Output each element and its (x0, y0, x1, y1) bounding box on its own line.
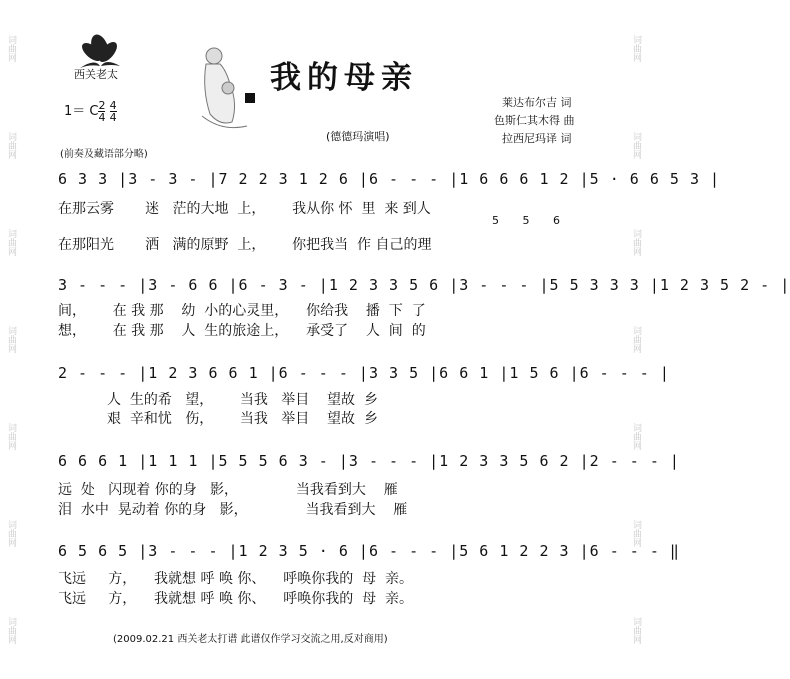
notation-row-2: 3 - - - |3 - 6 6 |6 - 3 - |1 2 3 3 5 6 |3 - - - |5 5 3 3 3 |1 2 3 5 2 - | (58, 276, 790, 294)
performer-credit: (德德玛演唱) (326, 130, 390, 143)
logo-caption: 西关老太 (74, 68, 118, 81)
key-prefix: 1＝ C (64, 104, 99, 119)
translator-credit: 拉西尼玛译 词 (502, 132, 572, 145)
lyric-row-1-verse-1: 在那云雾 迷 茫的大地 上， 我从你 怀 里 来 到人 (58, 201, 431, 217)
notation-row-1: 6 3 3 |3 - 3 - |7 2 2 3 1 2 6 |6 - - - |1 6 6 6 1 2 |5 · 6 6 5 3 | (58, 170, 721, 188)
small-notes-row-1: 5 5 6 (492, 214, 570, 227)
lyric-row-2-verse-1: 间， 在 我 那 幼 小的心灵里， 你给我 播 下 了 (58, 303, 426, 319)
time-signature-1: $\frac{2}{4}$ (98, 99, 106, 124)
key-signature (64, 100, 117, 123)
composer-credit: 色斯仁其木得 曲 (494, 114, 575, 127)
mother-child-illustration (192, 44, 254, 134)
lyric-row-3-verse-1: 人 生的希 望， 当我 举目 望故 乡 (58, 392, 378, 408)
watermark-right: 词曲网 词曲网 词曲网 词曲网 词曲网 词曲网 词曲网 (631, 35, 641, 644)
lyric-row-5-verse-1: 飞远 方， 我就想 呼 唤 你、 呼唤你我的 母 亲。 (58, 571, 414, 587)
notation-row-5: 6 5 6 5 |3 - - - |1 2 3 5 · 6 |6 - - - |5 6 1 2 2 3 |6 - - - ‖ (58, 542, 680, 560)
song-title: 我的母亲 (270, 60, 418, 96)
lyric-row-1-verse-2: 在那阳光 洒 满的原野 上， 你把我当 作 自己的理 (58, 237, 432, 253)
title-square-mark (245, 93, 255, 103)
intro-note: (前奏及藏语部分略) (60, 149, 148, 160)
lyric-row-3-verse-2: 艰 辛和忧 伤， 当我 举目 望故 乡 (58, 411, 378, 427)
lyric-row-2-verse-2: 想， 在 我 那 人 生的旅途上， 承受了 人 间 的 (58, 323, 426, 339)
time-signature-2: $\frac{4}{4}$ (109, 99, 117, 124)
footer-note: (2009.02.21 西关老太打谱 此谱仅作学习交流之用,反对商用) (113, 634, 388, 645)
lyric-row-4-verse-2: 泪 水中 晃动着 你的身 影， 当我看到大 雁 (58, 502, 408, 518)
lyric-row-4-verse-1: 远 处 闪现着 你的身 影， 当我看到大 雁 (58, 482, 398, 498)
watermark-left: 词曲网 词曲网 词曲网 词曲网 词曲网 词曲网 词曲网 (6, 35, 16, 644)
lyric-row-5-verse-2: 飞远 方， 我就想 呼 唤 你、 呼唤你我的 母 亲。 (58, 591, 414, 607)
notation-row-4: 6 6 6 1 |1 1 1 |5 5 5 6 3 - |3 - - - |1 2 3 3 5 6 2 |2 - - - | (58, 452, 680, 470)
lyricist-credit: 莱达布尔吉 词 (502, 96, 572, 109)
notation-row-3: 2 - - - |1 2 3 6 6 1 |6 - - - |3 3 5 |6 6 1 |1 5 6 |6 - - - | (58, 364, 670, 382)
